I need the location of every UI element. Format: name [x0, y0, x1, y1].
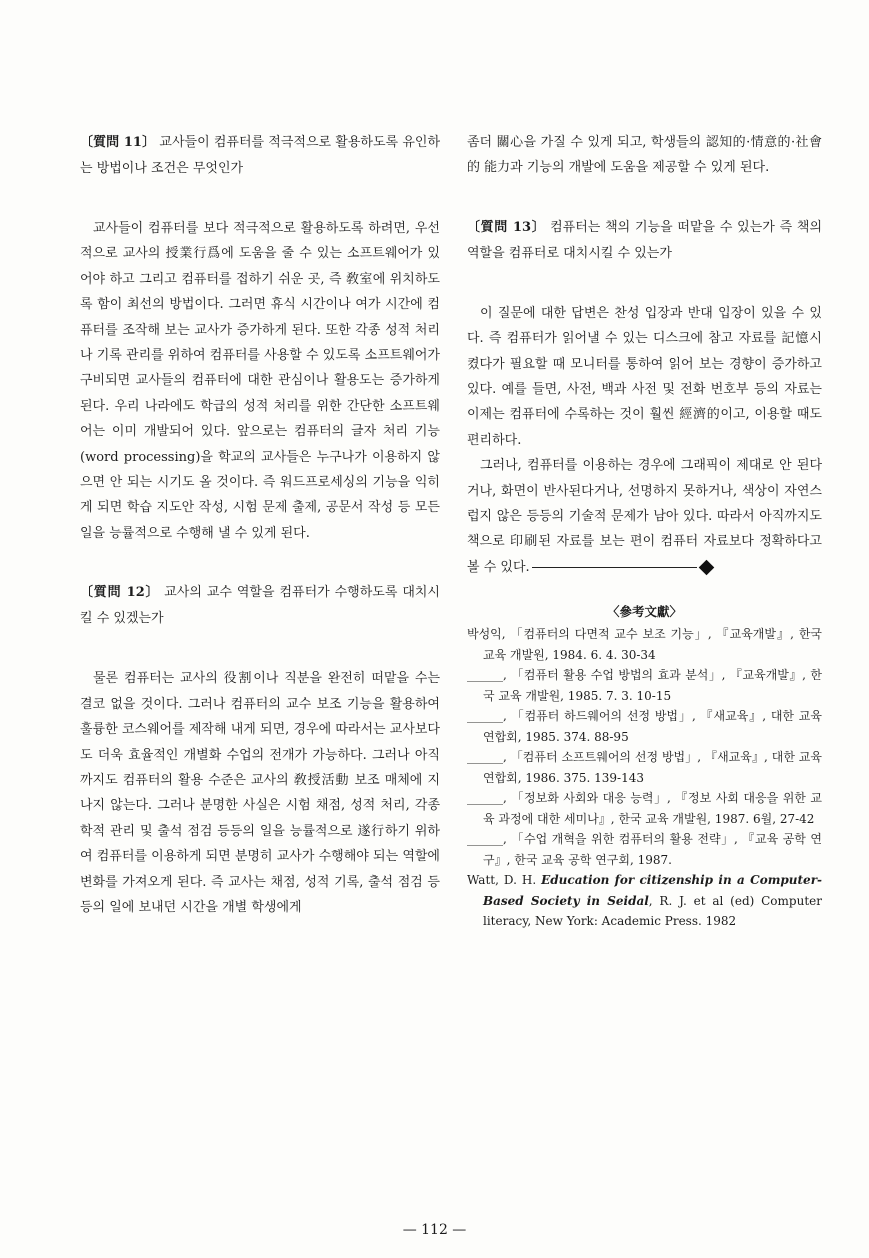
left-column	[80, 130, 440, 920]
question-13-label: 〔質問 13〕	[467, 219, 546, 235]
answer-12-continued: 좀더 關心을 가질 수 있게 되고, 학생들의 認知的·情意的·社會的 能力과 기능의 개발에 도움을 제공할 수 있게 된다.	[467, 135, 822, 176]
watt-rest: , R. J. et al (ed) Computer literacy, New York: Academic Press. 1982	[483, 893, 822, 929]
question-12-label: 〔質問 12〕	[80, 585, 160, 601]
watt-author: Watt, D. H.	[467, 873, 542, 888]
watt-title: Education for citizenship in a Computer-Based Society in Seidal	[483, 873, 822, 908]
question-13	[467, 215, 822, 267]
answer-11: 교사들이 컴퓨터를 보다 적극적으로 활용하도록 하려면, 우선적으로 교사의 授業行爲에 도움을 줄 수 있는 소프트웨어가 있어야 하고 그리고 컴퓨터를 접하기 쉬운 곳, 즉 敎室에 위치하도록 함이 최선의 방법이다. 그러면 휴식 시간이나 여가 시간에 컴퓨터를 조작해 보는 교사가 증가하게 된다. 또한 각종 성적 처리나 기록 관리를 위하여 컴퓨터를 사용할 수 있도록 소프트웨어가 구비되면 교사들의 컴퓨터에 대한 관심이나 활용도는 증가하게 된다. 우리 나라에도 학급의 성적 처리를 위한 간단한 소프트웨어는 이미 개발되어 있다. 앞으로는 컴퓨터의 글자 처리 기능(word processing)을 학교의 교사들은 누구나가 이용하지 않으면 안 되는 시기도 올 것이다. 즉 워드프로세싱의 기능을 익히게 되면 학습 지도안 작성, 시험 문제 출제, 공문서 작성 등 모든 일을 능률적으로 수행해 낼 수 있게 된다.	[80, 221, 440, 541]
question-11-text: 교사들이 컴퓨터를 적극적으로 활용하도록 유인하는 방법이나 조건은 무엇인가	[80, 135, 440, 176]
reference-item: 박성익, 「컴퓨터의 다면적 교수 보조 기능」, 『교육개발』, 한국 교육 개발원, 1984. 6. 4. 30-34	[467, 627, 822, 662]
question-11-label: 〔質問 11〕	[80, 135, 156, 150]
end-diamond-icon	[698, 560, 714, 576]
answer-13-paragraph-1: 이 질문에 대한 답변은 찬성 입장과 반대 입장이 있을 수 있다. 즉 컴퓨터가 읽어낼 수 있는 디스크에 참고 자료를 記憶시켰다가 필요할 때 모니터를 통하여 읽어 보는 경향이 증가하고 있다. 예를 들면, 사전, 백과 사전 및 전화 번호부 등의 자료는 이제는 컴퓨터에 수록하는 것이 훨씬 經濟的이고, 이용할 때도 편리하다.	[467, 305, 822, 448]
question-12-text: 교사의 교수 역할을 컴퓨터가 수행하도록 대치시킬 수 있겠는가	[80, 585, 440, 627]
question-13-text: 컴퓨터는 책의 기능을 떠맡을 수 있는가 즉 책의 역할을 컴퓨터로 대치시킬 수 있는가	[467, 219, 823, 261]
answer-13-paragraph-2	[467, 453, 822, 580]
end-rule	[532, 567, 697, 568]
question-12	[80, 580, 440, 632]
question-11	[80, 130, 440, 182]
reference-item: ______, 「정보화 사회와 대응 능력」, 『정보 사회 대응을 위한 교육 과정에 대한 세미나』, 한국 교육 개발원, 1987. 6월, 27-42	[467, 791, 822, 826]
reference-item: ______, 「수업 개혁을 위한 컴퓨터의 활용 전략」, 『교육 공학 연구』, 한국 교육 공학 연구회, 1987.	[467, 832, 822, 867]
references-title: 〈參考文獻〉	[606, 604, 682, 620]
reference-item-watt	[467, 870, 822, 932]
answer-13-paragraph-2-text: 그러나, 컴퓨터를 이용하는 경우에 그래픽이 제대로 안 된다거나, 화면이 반사된다거나, 선명하지 못하거나, 색상이 자연스럽지 않은 등등의 기술적 문제가 남아 있다. 따라서 아직까지도 책으로 印刷된 자료를 보는 편이 컴퓨터 자료보다 정확하다고 볼 수 있다.	[467, 458, 822, 575]
reference-item: ______, 「컴퓨터 하드웨어의 선정 방법」, 『새교육』, 대한 교육 연합회, 1985. 374. 88-95	[467, 709, 822, 744]
references-list	[467, 624, 822, 932]
right-column	[467, 130, 822, 932]
reference-item: ______, 「컴퓨터 활용 수업 방법의 효과 분석」, 『교육개발』, 한국 교육 개발원, 1985. 7. 3. 10-15	[467, 668, 822, 703]
reference-item: ______, 「컴퓨터 소프트웨어의 선정 방법」, 『새교육』, 대한 교육 연합회, 1986. 375. 139-143	[467, 750, 822, 785]
page-number: — 112 —	[402, 1222, 467, 1238]
answer-12: 물론 컴퓨터는 교사의 役割이나 직분을 완전히 떠맡을 수는 결코 없을 것이다. 그러나 컴퓨터의 교수 보조 기능을 활용하여 훌륭한 코스웨어를 제작해 내게 되면, 경우에 따라서는 교사보다도 더욱 효율적인 개별화 수업의 전개가 가능하다. 그러나 아직까지도 컴퓨터의 활용 수준은 교사의 敎授活動 보조 매체에 지나지 않는다. 그러나 분명한 사실은 시험 채점, 성적 처리, 각종 학적 관리 및 출석 점검 등등의 일을 능률적으로 遂行하기 위하여 컴퓨터를 이용하게 되면 분명히 교사가 수행해야 되는 역할에 변화를 가져오게 된다. 즉 교사는 채점, 성적 기록, 출석 점검 등등의 일에 보내던 시간을 개별 학생에게	[80, 671, 440, 915]
